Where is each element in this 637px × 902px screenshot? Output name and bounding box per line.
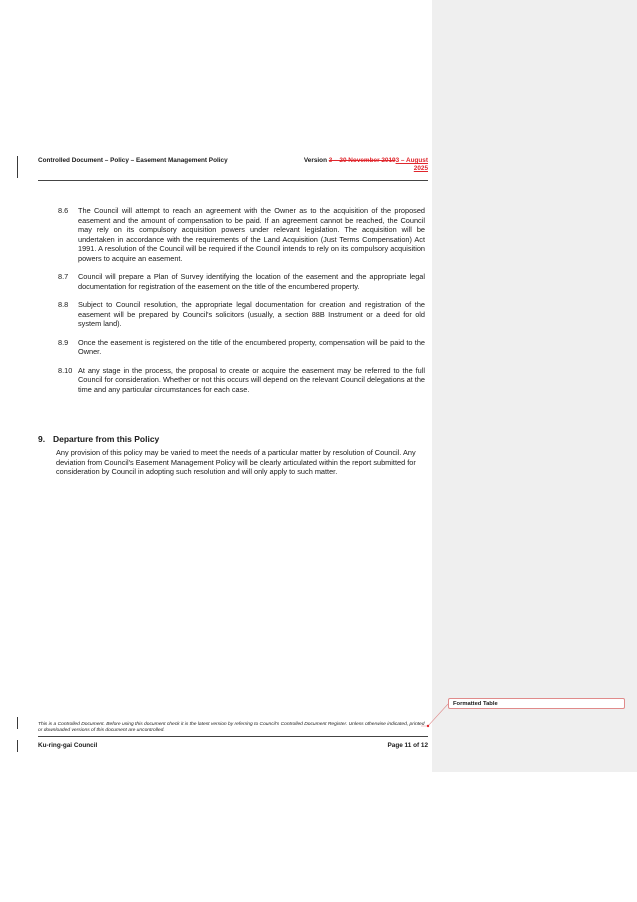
clause-text: Once the easement is registered on the title of the encumbered property, compensation will be paid to the Owner. [78, 337, 425, 356]
version-label: Version [303, 157, 329, 164]
clause-number: 8.10 [58, 365, 73, 375]
clause-text: Subject to Council resolution, the appropriate legal documentation for creation and registration of the easement will be prepared by Council's solicitors (usually, a section 88B Instrument or a deed for old system land). [78, 300, 425, 328]
clause-number: 8.6 [58, 206, 69, 215]
controlled-document-note: This is a Controlled Document. Before using this document check it is the latest version by referring to Council's Controlled Document Register. Unless otherwise indicated, printed or downloaded versions of this document are uncontrolled. [38, 722, 425, 733]
version-inserted-year: 2025 [413, 165, 428, 173]
section-body-departure: Any provision of this policy may be varied to meet the needs of a particular matter by resolution of Council. Any deviation from Council's Easement Management Policy will be clearly articulated within the report submitted for consideration by Council in adopting such resolution and will only apply to such matter. [56, 448, 416, 476]
document-title: Controlled Document – Policy – Easement Management Policy [38, 157, 228, 164]
clause-text: At any stage in the process, the proposal to create or acquire the easement may be referred to the full Council for consideration. Whether or not this occurs will depend on the relevant Council delegations at the time and any particular circumstances for each case. [78, 365, 425, 394]
section-number: 9. [38, 434, 46, 444]
version-inserted-text: 3 – August [395, 157, 428, 164]
clause-text: Council will prepare a Plan of Survey identifying the location of the easement and the appropriate legal documentation for registration of the easement on the title of the encumbered property. [78, 272, 425, 291]
clause-text: The Council will attempt to reach an agreement with the Owner as to the acquisition of the proposed easement and the amount of compensation to be paid. If an agreement cannot be reached, the Council may rely on its compulsory acquisition powers under relevant legislation. The acquisition will be undertaken in accordance with the requirements of the Land Acquisition (Just Terms Compensation) Act 1991. A resolution of the Council will be required if the Council intends to rely on its compulsory acquisition powers to acquire an easement. [78, 206, 425, 263]
clause-number: 8.8 [58, 300, 69, 309]
clause-number: 8.9 [58, 337, 69, 347]
version-deleted-text: 3 – 20 November 2019 [328, 157, 396, 164]
clause-number: 8.7 [58, 272, 69, 281]
page-number: Page 11 of 12 [387, 742, 428, 749]
section-title: Departure from this Policy [53, 434, 160, 444]
footer-rule [38, 736, 428, 737]
formatting-comment-balloon[interactable]: Formatted Table [448, 698, 625, 709]
organisation-name: Ku-ring-gai Council [38, 742, 98, 749]
